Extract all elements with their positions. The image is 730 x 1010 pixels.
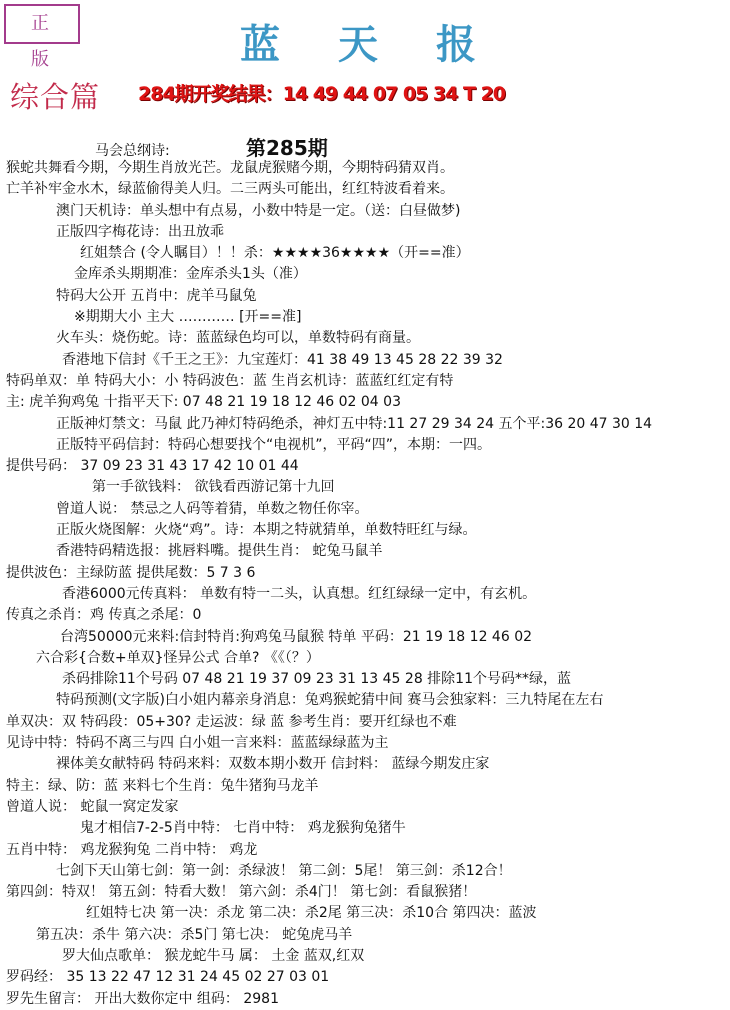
draw-result: 284期开奖结果：14 49 44 07 05 34 T 20 bbox=[138, 83, 506, 105]
text-line: 鬼才相信7-2-5肖中特： 七肖中特： 鸡龙猴狗兔猪牛 bbox=[80, 820, 406, 837]
poem-label: 马会总纲诗: bbox=[95, 143, 170, 159]
text-line: 裸体美女献特码 特码来料：双数本期小数开 信封料： 蓝绿今期发庄家 bbox=[56, 756, 490, 773]
text-line: 第一手欲钱料： 欲钱看西游记第十九回 bbox=[92, 479, 335, 496]
text-line: 杀码排除11个号码 07 48 21 19 37 09 23 31 13 45 28 排除11个号码**绿，蓝 bbox=[62, 671, 571, 688]
issue-number: 第285期 bbox=[246, 136, 328, 160]
text-line: 曾道人说： 禁忌之人码等着猜，单数之物任你宰。 bbox=[56, 500, 369, 517]
text-line: 特码单双：单 特码大小：小 特码波色：蓝 生肖玄机诗：蓝蓝红红定有特 bbox=[6, 372, 454, 389]
text-line: 亡羊补牢金水木，绿蓝偷得美人归。二三两头可能出，红红特波看着来。 bbox=[6, 181, 454, 198]
text-line: 正版特平码信封：特码心想要找个“电视机”，平码“四”，本期：一四。 bbox=[56, 436, 492, 453]
content-lines bbox=[0, 158, 730, 1010]
text-line: 提供号码： 37 09 23 31 43 17 42 10 01 44 bbox=[6, 458, 299, 475]
section-label: 综合篇 bbox=[10, 80, 101, 114]
text-line: 红姐特七决 第一决：杀龙 第二决：杀2尾 第三决：杀10合 第四决：蓝波 bbox=[86, 905, 537, 922]
text-line: 红姐禁合 (令人瞩目）！！杀：★★★★36★★★★（开==准） bbox=[80, 245, 470, 262]
text-line: 七剑下天山第七剑：第一剑：杀绿波！ 第二剑：5尾！ 第三剑：杀12合！ bbox=[56, 862, 512, 879]
text-line: 五肖中特： 鸡龙猴狗兔 二肖中特： 鸡龙 bbox=[6, 841, 258, 858]
text-line: 火车头：烧伤蛇。诗：蓝蓝绿色均可以，单数特码有商量。 bbox=[56, 330, 420, 347]
text-line: 特主：绿、防：蓝 来料七个生肖：兔牛猪狗马龙羊 bbox=[6, 777, 319, 794]
text-line: 香港6000元传真料： 单数有特一二头，认真想。红红绿绿一定中，有玄机。 bbox=[62, 585, 537, 602]
text-line: 正版神灯禁文：马鼠 此乃神灯特码绝杀，神灯五中特:11 27 29 34 24 五个平:36 20 47 30 14 bbox=[56, 415, 653, 432]
text-line: 金库杀头期期准：金库杀头1头（准） bbox=[74, 266, 307, 283]
text-line: 特码预测(文字版)白小姐内幕亲身消息：兔鸡猴蛇猜中间 赛马会独家料：三九特尾在左右 bbox=[56, 692, 604, 709]
text-line: 第四剑：特双！ 第五剑：特看大数！ 第六剑：杀4门！ 第七剑：看鼠猴猪！ bbox=[6, 884, 477, 901]
text-line: 主: 虎羊狗鸡兔 十指平天下: 07 48 21 19 18 12 46 02 04 03 bbox=[6, 394, 401, 411]
text-line: 香港地下信封《千王之王》：九宝莲灯：41 38 49 13 45 28 22 39 32 bbox=[62, 351, 503, 368]
text-line: ※期期大小 主大 ………… [开==准] bbox=[74, 309, 302, 326]
text-line: 澳门天机诗：单头想中有点易，小数中特是一定。（送：白昼做梦) bbox=[56, 202, 461, 219]
text-line: 曾道人说： 蛇鼠一窝定发家 bbox=[6, 798, 179, 815]
text-line: 传真之杀肖：鸡 传真之杀尾：0 bbox=[6, 607, 202, 624]
edition-stamp: 正 版 bbox=[4, 4, 80, 44]
text-line: 香港特码精选报：挑唇料嘴。提供生肖： 蛇兔马鼠羊 bbox=[56, 543, 383, 560]
text-line: 罗先生留言： 开出大数你定中 组码： 2981 bbox=[6, 990, 279, 1007]
text-line: 特码大公开 五肖中：虎羊马鼠兔 bbox=[56, 287, 257, 304]
text-line: 见诗中特：特码不离三与四 白小姐一言来料：蓝蓝绿绿蓝为主 bbox=[6, 735, 389, 752]
text-line: 正版火烧图解：火烧“鸡”。诗：本期之特就猜单，单数特旺红与绿。 bbox=[56, 522, 477, 539]
text-line: 罗码经： 35 13 22 47 12 31 24 45 02 27 03 01 bbox=[6, 969, 330, 986]
text-line: 提供波色：主绿防蓝 提供尾数：5 7 3 6 bbox=[6, 564, 256, 581]
text-line: 罗大仙点歌单： 猴龙蛇牛马 属： 土金 蓝双,红双 bbox=[62, 947, 365, 964]
text-line: 六合彩{合数+单双}怪异公式 合单? 《《（？） bbox=[36, 649, 320, 666]
text-line: 台湾50000元来料:信封特肖:狗鸡兔马鼠猴 特单 平码：21 19 18 12 46 02 bbox=[60, 628, 533, 645]
text-line: 正版四字梅花诗：出丑放乖 bbox=[56, 223, 224, 240]
text-line: 单双决：双 特码段：05+30? 走运波：绿 蓝 参考生肖：要开红绿也不难 bbox=[6, 713, 457, 730]
page-title: 蓝天报 bbox=[240, 21, 534, 68]
text-line: 第五决：杀牛 第六决：杀5门 第七决： 蛇兔虎马羊 bbox=[36, 926, 353, 943]
text-line: 猴蛇共舞看今期，今期生肖放光芒。龙鼠虎猴赌今期，今期特码猜双肖。 bbox=[6, 160, 454, 176]
